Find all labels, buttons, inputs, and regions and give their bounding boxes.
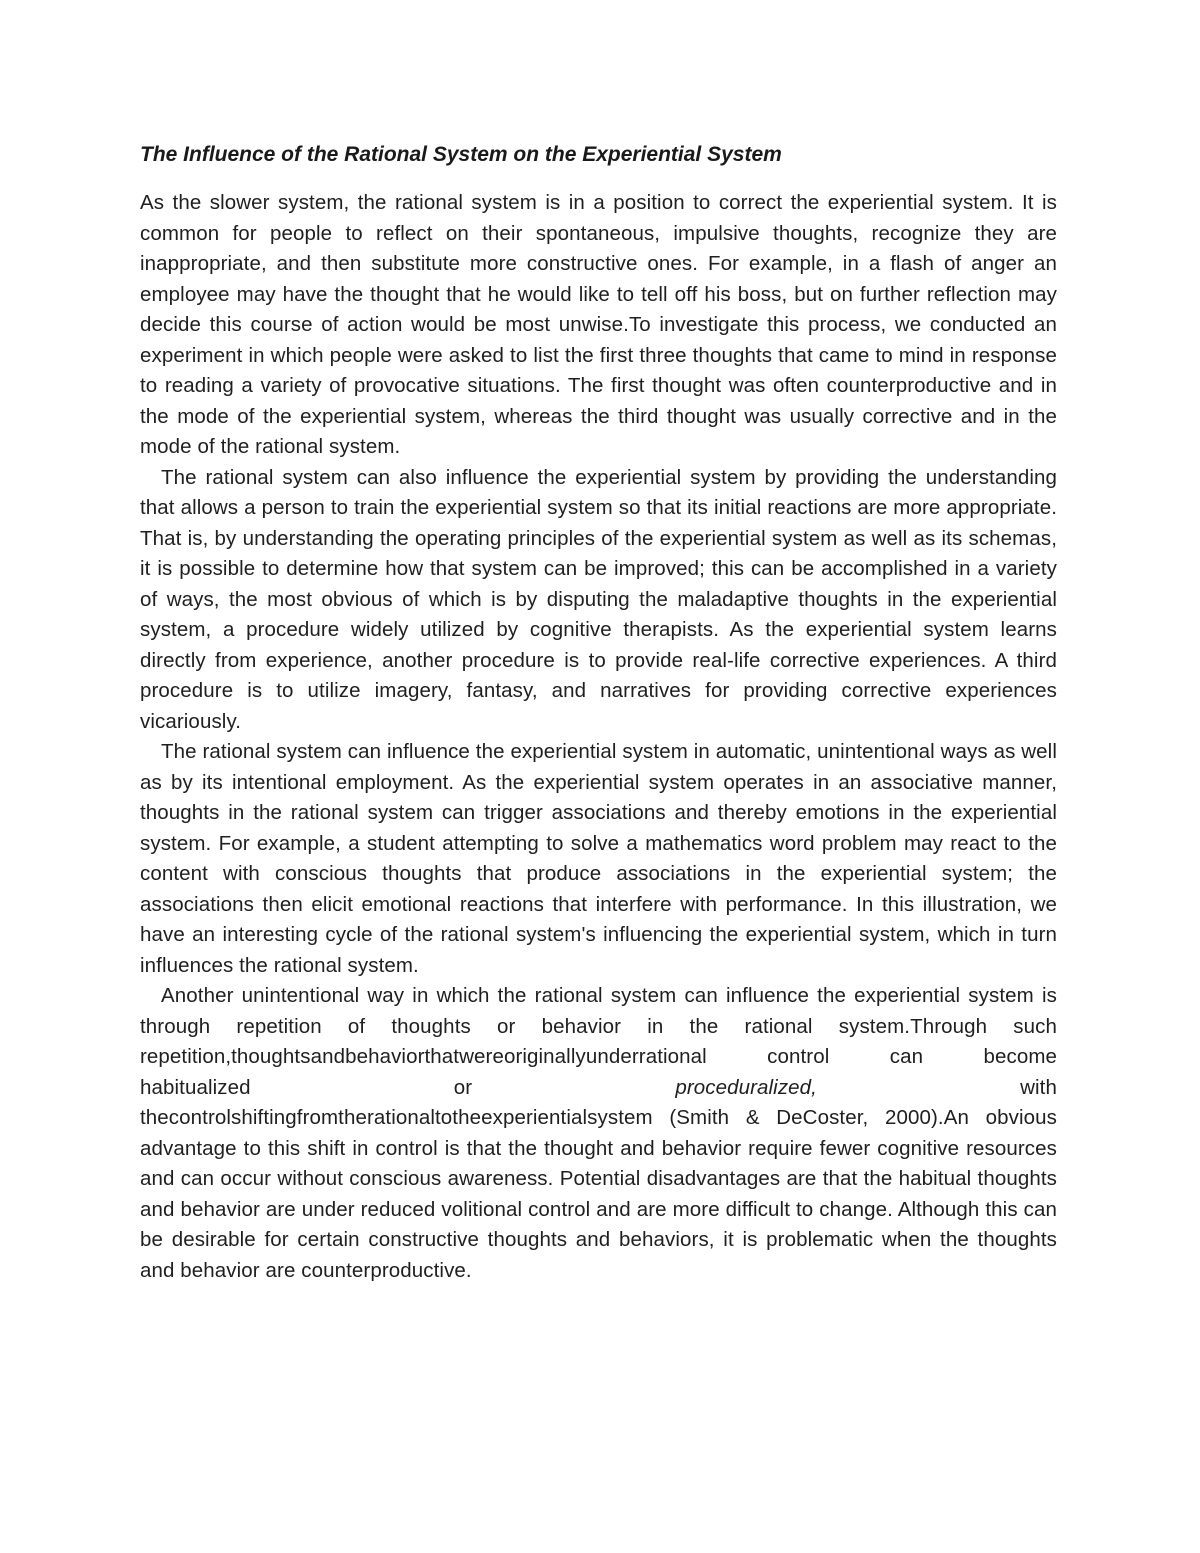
paragraph-4-italic-word: proceduralized,: [675, 1075, 817, 1099]
section-heading: The Influence of the Rational System on the Experiential System: [140, 143, 782, 166]
paragraph-4-word-with: with: [1020, 1075, 1057, 1099]
document-page: [140, 140, 1057, 1286]
paragraph-1: As the slower system, the rational system is in a position to correct the experiential system. It is common for people to reflect on their spontaneous, impulsive thoughts, recognize they are inappropriate, and then substitute more constructive ones. For example, in a flash of anger an employee may have the thought that he would like to tell off his boss, but on further reflection may decide this course of action would be most unwise.To investigate this process, we conducted an experiment in which people were asked to list the first three thoughts that came to mind in response to reading a variety of provocative situations. The first thought was often counterproductive and in the mode of the experiential system, whereas the third thought was usually corrective and in the mode of the rational system.: [140, 191, 1057, 458]
paragraph-4-spread-line: [140, 1073, 1057, 1104]
paragraph-4-word-habitualized: habitualized: [140, 1075, 251, 1099]
paragraph-4-word-or: or: [453, 1075, 473, 1099]
paragraph-4: [140, 981, 1057, 1286]
paragraph-4-part-2: thecontrolshiftingfromtherationaltotheexperientialsystem (Smith & DeCoster, 2000).An obvious advantage to this shift in control is that the thought and behavior require fewer cognitive resources and can occur without conscious awareness. Potential disadvantages are that the habitual thoughts and behavior are under reduced volitional control and are more difficult to change. Although this can be desirable for certain constructive thoughts and behaviors, it is problematic when the thoughts and behavior are counterproductive.: [140, 1106, 1057, 1282]
paragraph-2: The rational system can also influence the experiential system by providing the understanding that allows a person to train the experiential system so that its initial reactions are more appropriate. That is, by understanding the operating principles of the experiential system as well as its schemas, it is possible to determine how that system can be improved; this can be accomplished in a variety of ways, the most obvious of which is by disputing the maladaptive thoughts in the experiential system, a procedure widely utilized by cognitive therapists. As the experiential system learns directly from experience, another procedure is to provide real-life corrective experiences. A third procedure is to utilize imagery, fantasy, and narratives for providing corrective experiences vicariously.: [140, 465, 1057, 733]
paragraph-4-part-1: Another unintentional way in which the rational system can influence the experiential system is through repetition of thoughts or behavior in the rational system.Through such repetition,thoughtsandbehaviorthatwereoriginallyunderrational control can become: [140, 984, 1057, 1068]
paragraph-3: The rational system can influence the experiential system in automatic, unintentional ways as well as by its intentional employment. As the experiential system operates in an associative manner, thoughts in the rational system can trigger associations and thereby emotions in the experiential system. For example, a student attempting to solve a mathematics word problem may react to the content with conscious thoughts that produce associations in the experiential system; the associations then elicit emotional reactions that interfere with performance. In this illustration, we have an interesting cycle of the rational system's influencing the experiential system, which in turn influences the rational system.: [140, 740, 1057, 977]
